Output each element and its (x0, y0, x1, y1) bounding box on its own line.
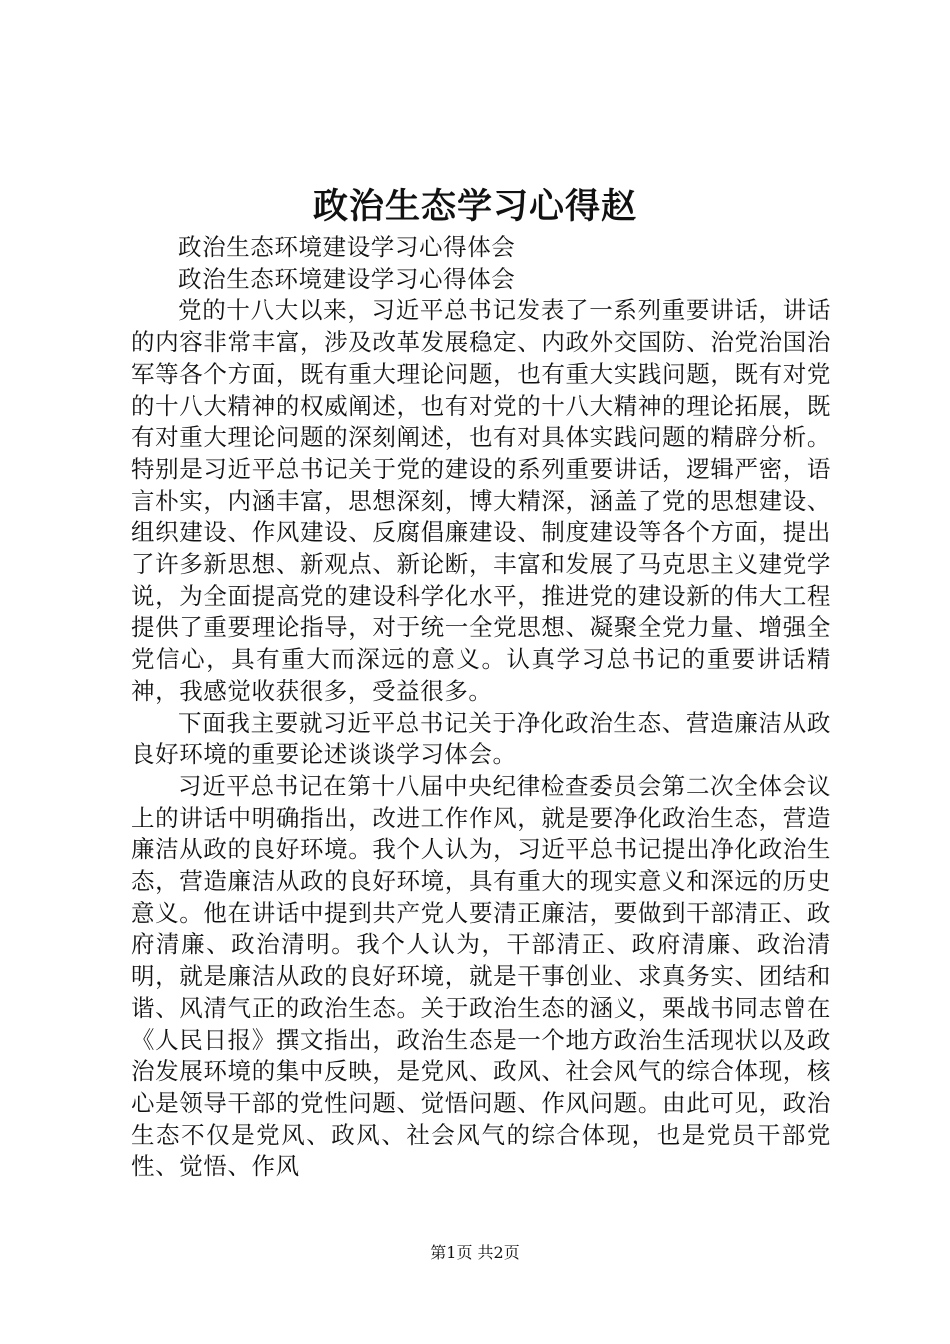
paragraph: 习近平总书记在第十八届中央纪律检查委员会第二次全体会议上的讲话中明确指出，改进工作作风，就是要净化政治生态，营造廉洁从政的良好环境。我个人认为，习近平总书记提出净化政治生态，营造廉洁从政的良好环境，具有重大的现实意义和深远的历史意义。他在讲话中提到共产党人要清正廉洁，要做到干部清正、政府清廉、政治清明。我个人认为，干部清正、政府清廉、政治清明，就是廉洁从政的良好环境，就是干事创业、求真务实、团结和谐、风清气正的政治生态。关于政治生态的涵义，栗战书同志曾在《人民日报》撰文指出，政治生态是一个地方政治生活现状以及政治发展环境的集中反映，是党风、政风、社会风气的综合体现，核心是领导干部的党性问题、觉悟问题、作风问题。由此可见，政治生态不仅是党风、政风、社会风气的综合体现，也是党员干部党性、觉悟、作风 (131, 771, 831, 1181)
page-footer: 第1页 共2页 (430, 1243, 520, 1262)
paragraph: 下面我主要就习近平总书记关于净化政治生态、营造廉洁从政良好环境的重要论述谈谈学习体会。 (131, 708, 831, 769)
paragraph: 政治生态环境建设学习心得体会 (178, 233, 516, 261)
document-title: 政治生态学习心得赵 (312, 186, 637, 227)
paragraph: 政治生态环境建设学习心得体会 (178, 264, 516, 293)
paragraph: 党的十八大以来，习近平总书记发表了一系列重要讲话，讲话的内容非常丰富，涉及改革发展稳定、内政外交国防、治党治国治军等各个方面，既有重大理论问题，也有重大实践问题，既有对党的十八大精神的权威阐述，也有对党的十八大精神的理论拓展，既有对重大理论问题的深刻阐述，也有对具体实践问题的精辟分析。特别是习近平总书记关于党的建设的系列重要讲话，逻辑严密，语言朴实，内涵丰富，思想深刻，博大精深，涵盖了党的思想建设、组织建设、作风建设、反腐倡廉建设、制度建设等各个方面，提出了许多新思想、新观点、新论断，丰富和发展了马克思主义建党学说，为全面提高党的建设科学化水平，推进党的建设新的伟大工程提供了重要理论指导，对于统一全党思想、凝聚全党力量、增强全党信心，具有重大而深远的意义。认真学习总书记的重要讲话精神，我感觉收获很多，受益很多。 (131, 296, 831, 705)
document-body (131, 232, 831, 1183)
